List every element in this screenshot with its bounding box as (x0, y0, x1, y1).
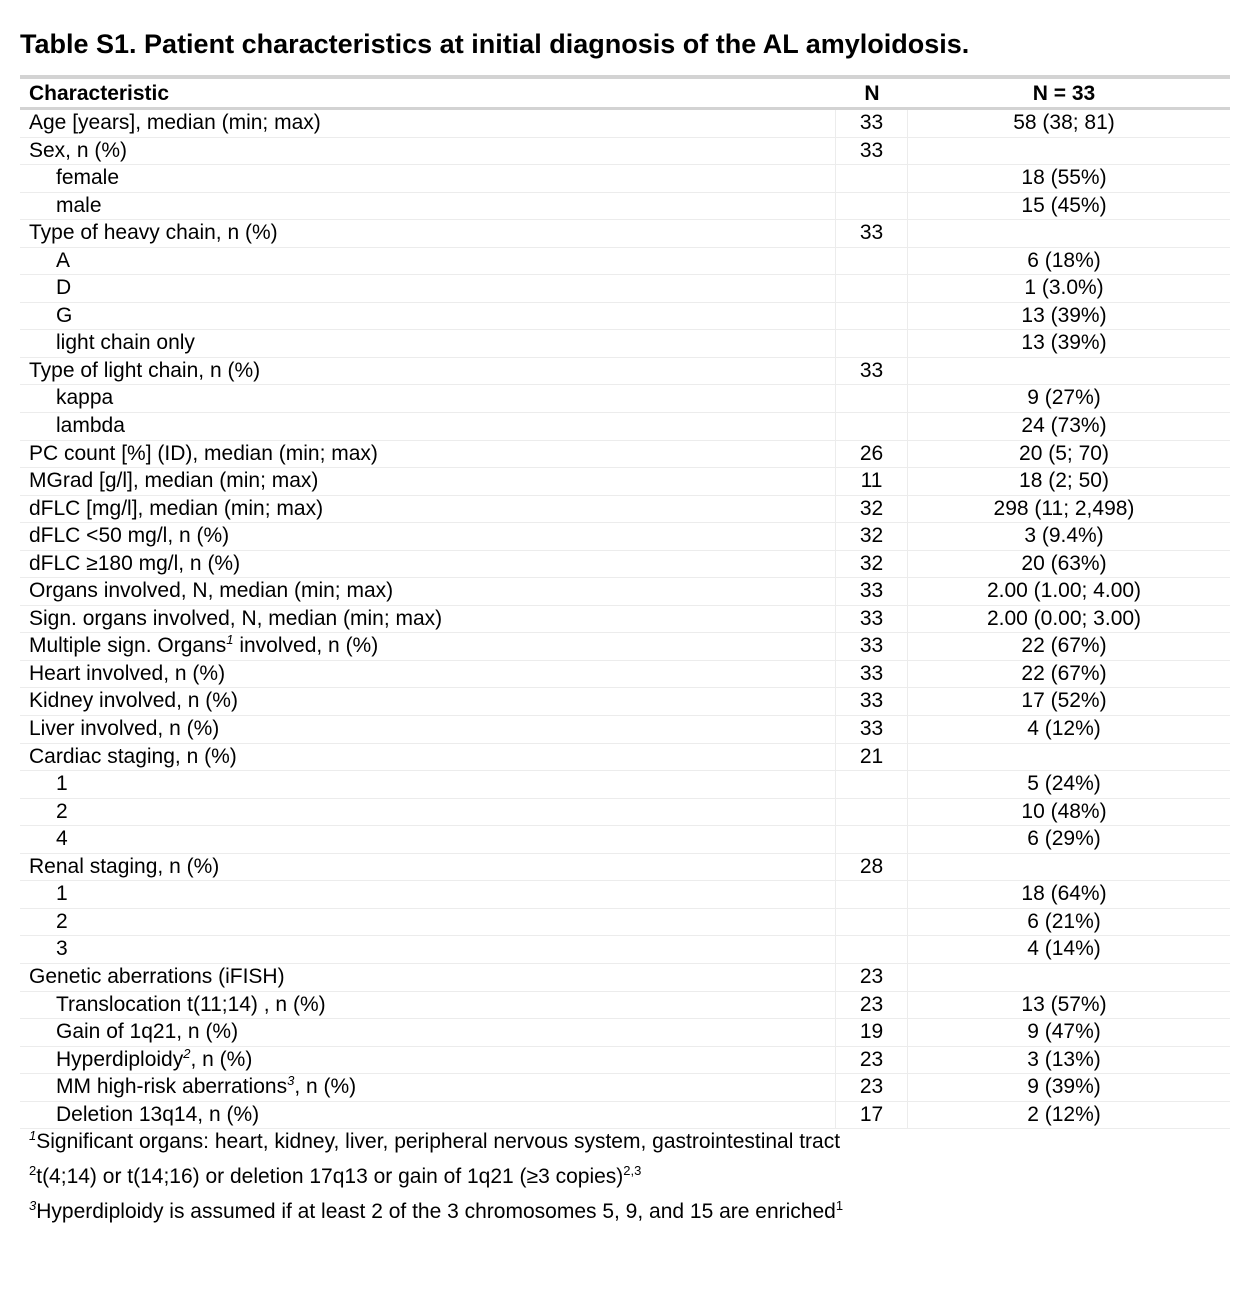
value-cell: 4 (12%) (1027, 717, 1101, 741)
characteristic-label: PC count [%] (ID), median (min; max) (29, 441, 378, 465)
footnote-marker: 2 (183, 1045, 191, 1061)
document-page (20, 0, 1230, 1225)
value-cell: 10 (48%) (1021, 799, 1107, 823)
characteristic-label: D (56, 276, 72, 300)
characteristic-cell (20, 330, 836, 357)
characteristic-label: light chain only (56, 331, 195, 355)
footnote-marker: 1 (226, 632, 234, 648)
table-row (20, 606, 1230, 634)
characteristic-label: Liver involved, n (%) (29, 717, 220, 741)
characteristic-label: Organs involved, N, median (min; max) (29, 579, 394, 603)
characteristic-cell (20, 1102, 836, 1129)
reference-marker: 2,3 (623, 1163, 642, 1179)
characteristic-cell (20, 385, 836, 412)
characteristic-label: Type of light chain, n (%) (29, 358, 261, 382)
table-row (20, 992, 1230, 1020)
characteristic-label: Sign. organs involved, N, median (min; max) (29, 606, 443, 630)
column-header-n-33: N = 33 (1032, 82, 1096, 105)
characteristic-label: Kidney involved, n (%) (29, 689, 238, 713)
table-row (20, 468, 1230, 496)
table-row (20, 1074, 1230, 1102)
n-cell: 23 (836, 964, 908, 991)
footnote-number: 3 (29, 1198, 37, 1214)
table-row (20, 523, 1230, 551)
n-cell: 28 (836, 854, 908, 881)
value-cell: 1 (3.0%) (1024, 276, 1104, 300)
characteristic-cell (20, 523, 836, 550)
characteristic-cell (20, 661, 836, 688)
characteristic-cell (20, 1074, 836, 1101)
table-row (20, 854, 1230, 882)
n-cell: 33 (836, 688, 908, 715)
n-cell: 33 (836, 606, 908, 633)
characteristic-label: 1 (56, 772, 68, 796)
value-cell: 3 (13%) (1027, 1047, 1101, 1071)
table-row (20, 1019, 1230, 1047)
characteristic-label: 2 (56, 799, 68, 823)
value-cell: 22 (67%) (1021, 634, 1107, 658)
characteristic-cell (20, 468, 836, 495)
value-cell: 24 (73%) (1021, 414, 1107, 438)
value-cell: 9 (27%) (1027, 386, 1101, 410)
characteristic-cell (20, 964, 836, 991)
value-cell: 22 (67%) (1021, 661, 1107, 685)
characteristic-cell (20, 909, 836, 936)
footnote-number: 1 (29, 1128, 37, 1144)
n-cell: 23 (836, 1047, 908, 1074)
n-cell (836, 248, 908, 275)
characteristic-label: kappa (56, 386, 114, 410)
characteristic-cell (20, 248, 836, 275)
value-cell (908, 138, 1230, 165)
table-row (20, 1102, 1230, 1130)
n-cell: 23 (836, 992, 908, 1019)
footnote-text: Hyperdiploidy is assumed if at least 2 of the 3 chromosomes 5, 9, and 15 are enriched (36, 1200, 836, 1224)
characteristic-cell (20, 165, 836, 192)
n-cell: 17 (836, 1102, 908, 1129)
value-cell: 17 (52%) (1021, 689, 1107, 713)
footnote-text: Significant organs: heart, kidney, liver, peripheral nervous system, gastrointestinal tract (36, 1130, 841, 1154)
characteristic-label: Gain of 1q21, n (%) (56, 1020, 239, 1044)
table-row (20, 193, 1230, 221)
characteristic-label: Deletion 13q14, n (%) (56, 1102, 260, 1126)
characteristic-label: Cardiac staging, n (%) (29, 744, 237, 768)
value-cell: 2.00 (1.00; 4.00) (986, 579, 1142, 603)
characteristic-cell (20, 744, 836, 771)
table-header-row (20, 79, 1230, 110)
footnote (20, 1129, 1230, 1155)
characteristic-cell (20, 854, 836, 881)
value-cell: 298 (11; 2,498) (993, 496, 1135, 520)
characteristic-label: lambda (56, 414, 125, 438)
table-body (20, 110, 1230, 1129)
n-cell: 32 (836, 496, 908, 523)
n-cell (836, 165, 908, 192)
characteristic-cell (20, 110, 836, 137)
n-cell (836, 799, 908, 826)
n-cell (836, 385, 908, 412)
table-row (20, 248, 1230, 276)
value-cell (908, 358, 1230, 385)
table-row (20, 661, 1230, 689)
value-cell: 18 (2; 50) (1019, 469, 1109, 493)
value-cell: 9 (47%) (1027, 1020, 1101, 1044)
n-cell: 33 (836, 661, 908, 688)
value-cell (908, 744, 1230, 771)
n-cell (836, 771, 908, 798)
characteristic-cell (20, 1019, 836, 1046)
table-row (20, 964, 1230, 992)
n-cell: 33 (836, 110, 908, 137)
value-cell: 20 (63%) (1021, 551, 1107, 575)
table-row (20, 799, 1230, 827)
table-row (20, 496, 1230, 524)
characteristic-label: G (56, 303, 73, 327)
n-cell: 33 (836, 633, 908, 660)
footnote (20, 1164, 1230, 1190)
characteristic-cell (20, 771, 836, 798)
reference-marker: 1 (835, 1198, 844, 1214)
characteristic-cell (20, 551, 836, 578)
n-cell: 33 (836, 578, 908, 605)
value-cell: 18 (55%) (1021, 166, 1107, 190)
characteristic-label: Translocation t(11;14) , n (%) (56, 992, 326, 1016)
characteristic-label: 4 (56, 827, 68, 851)
n-cell (836, 193, 908, 220)
n-cell (836, 413, 908, 440)
characteristic-cell (20, 496, 836, 523)
column-header-characteristic: Characteristic (29, 82, 170, 105)
characteristic-cell (20, 578, 836, 605)
n-cell (836, 303, 908, 330)
n-cell: 33 (836, 220, 908, 247)
characteristic-cell (20, 716, 836, 743)
footnote (20, 1199, 1230, 1225)
characteristic-cell (20, 358, 836, 385)
table-row (20, 358, 1230, 386)
characteristic-label-suffix: , n (%) (294, 1075, 357, 1099)
value-cell: 13 (39%) (1021, 303, 1107, 327)
characteristic-cell (20, 606, 836, 633)
value-cell (908, 964, 1230, 991)
table-row (20, 578, 1230, 606)
table-row (20, 220, 1230, 248)
characteristic-label: Type of heavy chain, n (%) (29, 221, 278, 245)
n-cell (836, 275, 908, 302)
value-cell (908, 220, 1230, 247)
value-cell: 2 (12%) (1027, 1102, 1101, 1126)
characteristic-cell (20, 220, 836, 247)
characteristic-label: Genetic aberrations (iFISH) (29, 964, 285, 988)
characteristic-cell (20, 193, 836, 220)
value-cell: 2.00 (0.00; 3.00) (986, 606, 1142, 630)
n-cell: 19 (836, 1019, 908, 1046)
n-cell: 32 (836, 523, 908, 550)
characteristic-label: 1 (56, 882, 68, 906)
characteristic-label: male (56, 193, 102, 217)
characteristic-label: A (56, 248, 71, 272)
table-row (20, 771, 1230, 799)
table-row (20, 909, 1230, 937)
value-cell: 13 (57%) (1021, 992, 1107, 1016)
value-cell: 6 (18%) (1027, 248, 1101, 272)
characteristic-label: Multiple sign. Organs (29, 634, 227, 658)
value-cell: 18 (64%) (1021, 882, 1107, 906)
characteristic-label: Heart involved, n (%) (29, 661, 226, 685)
table-row (20, 826, 1230, 854)
table-row (20, 744, 1230, 772)
table-row (20, 110, 1230, 138)
characteristic-cell (20, 413, 836, 440)
characteristic-label: female (56, 166, 120, 190)
value-cell: 9 (39%) (1027, 1075, 1101, 1099)
footnote-marker: 3 (287, 1073, 295, 1089)
characteristic-cell (20, 138, 836, 165)
n-cell: 33 (836, 358, 908, 385)
table-row (20, 138, 1230, 166)
n-cell: 33 (836, 716, 908, 743)
n-cell (836, 330, 908, 357)
table-row (20, 688, 1230, 716)
table-row (20, 275, 1230, 303)
value-cell: 5 (24%) (1027, 772, 1101, 796)
table-row (20, 165, 1230, 193)
characteristic-label: Hyperdiploidy (56, 1047, 184, 1071)
characteristic-label: MM high-risk aberrations (56, 1075, 288, 1099)
characteristic-label: MGrad [g/l], median (min; max) (29, 469, 319, 493)
characteristic-cell (20, 688, 836, 715)
characteristic-cell (20, 633, 836, 660)
value-cell: 20 (5; 70) (1019, 441, 1109, 465)
characteristic-cell (20, 799, 836, 826)
value-cell: 15 (45%) (1021, 193, 1107, 217)
characteristic-cell (20, 936, 836, 963)
table-row (20, 716, 1230, 744)
characteristics-table (20, 75, 1230, 1129)
value-cell: 13 (39%) (1021, 331, 1107, 355)
characteristic-label: Renal staging, n (%) (29, 854, 220, 878)
table-title: Table S1. Patient characteristics at initial diagnosis of the AL amyloidosis. (20, 29, 970, 59)
n-cell (836, 936, 908, 963)
table-row (20, 881, 1230, 909)
characteristic-cell (20, 826, 836, 853)
n-cell (836, 909, 908, 936)
table-row (20, 633, 1230, 661)
characteristic-cell (20, 275, 836, 302)
characteristic-label: dFLC ≥180 mg/l, n (%) (29, 551, 241, 575)
characteristic-label: dFLC <50 mg/l, n (%) (29, 524, 230, 548)
table-row (20, 936, 1230, 964)
value-cell: 3 (9.4%) (1024, 524, 1104, 548)
characteristic-label: dFLC [mg/l], median (min; max) (29, 496, 324, 520)
footnote-number: 2 (29, 1163, 37, 1179)
table-row (20, 385, 1230, 413)
characteristic-label: Age [years], median (min; max) (29, 111, 321, 134)
characteristic-label: Sex, n (%) (29, 138, 128, 162)
n-cell: 11 (836, 468, 908, 495)
characteristic-cell (20, 992, 836, 1019)
column-header-n: N (864, 82, 880, 105)
table-row (20, 330, 1230, 358)
characteristic-cell (20, 1047, 836, 1074)
table-row (20, 441, 1230, 469)
n-cell: 26 (836, 441, 908, 468)
value-cell: 6 (21%) (1027, 909, 1101, 933)
table-row (20, 1047, 1230, 1075)
characteristic-cell (20, 303, 836, 330)
footnotes (20, 1129, 1230, 1225)
n-cell: 23 (836, 1074, 908, 1101)
table-row (20, 551, 1230, 579)
n-cell (836, 826, 908, 853)
value-cell: 58 (38; 81) (1013, 111, 1115, 134)
value-cell: 4 (14%) (1027, 937, 1101, 961)
value-cell: 6 (29%) (1027, 827, 1101, 851)
characteristic-label-suffix: , n (%) (190, 1047, 253, 1071)
characteristic-cell (20, 441, 836, 468)
characteristic-cell (20, 881, 836, 908)
n-cell (836, 881, 908, 908)
characteristic-label: 2 (56, 909, 68, 933)
footnote-text: t(4;14) or t(14;16) or deletion 17q13 or gain of 1q21 (≥3 copies) (36, 1165, 624, 1189)
n-cell: 33 (836, 138, 908, 165)
n-cell: 32 (836, 551, 908, 578)
characteristic-label: 3 (56, 937, 68, 961)
value-cell (908, 854, 1230, 881)
table-row (20, 303, 1230, 331)
table-row (20, 413, 1230, 441)
n-cell: 21 (836, 744, 908, 771)
characteristic-label-suffix: involved, n (%) (233, 634, 379, 658)
